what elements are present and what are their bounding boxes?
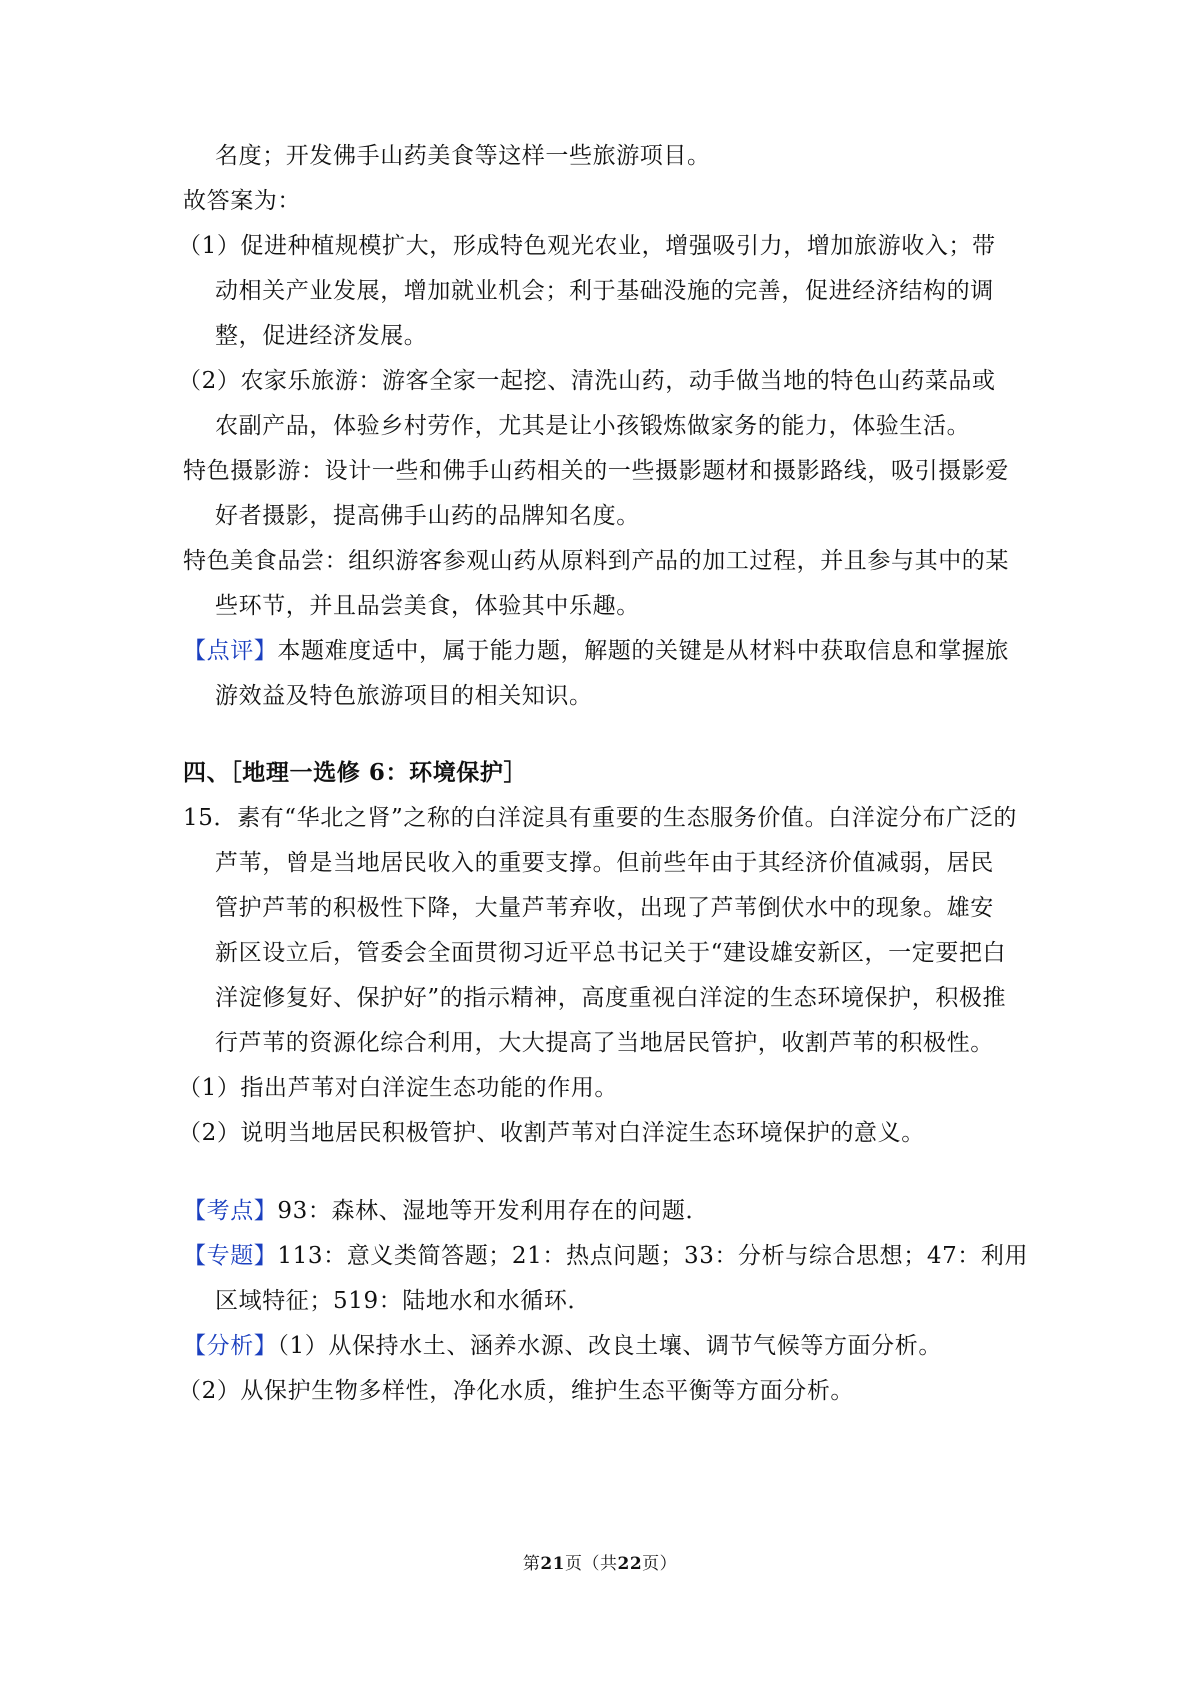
sub-question-1: （1）指出芦苇对白洋淀生态功能的作用。 — [178, 1075, 619, 1101]
answer-2-line-2: 农副产品，体验乡村劳作，尤其是让小孩锻炼做家务的能力，体验生活。 — [215, 413, 971, 439]
kaodian-line — [183, 1196, 709, 1226]
sub-question-2: （2）说明当地居民积极管护、收割芦苇对白洋淀生态环境保护的意义。 — [178, 1120, 925, 1146]
fenxi-tag: 【分析】 — [183, 1333, 278, 1359]
review-text: 本题难度适中，属于能力题，解题的关键是从材料中获取信息和掌握旅 — [277, 638, 1010, 664]
answer-continuation: 名度；开发佛手山药美食等这样一些旅游项目。 — [215, 143, 711, 169]
zhuanti-tag: 【专题】 — [183, 1243, 278, 1269]
answer-intro: 故答案为： — [183, 188, 301, 214]
zhuanti-line-2: 区域特征；519：陆地水和水循环． — [215, 1288, 592, 1314]
zhuanti-text: 113：意义类简答题；21：热点问题；33：分析与综合思想；47：利用 — [277, 1243, 1029, 1269]
question-line-6: 行芦苇的资源化综合利用，大大提高了当地居民管护，收割芦苇的积极性。 — [215, 1030, 994, 1056]
section-heading: 四、［地理一选修 6：环境保护］ — [183, 759, 528, 786]
fenxi-line-2: （2）从保护生物多样性，净化水质，维护生态平衡等方面分析。 — [178, 1378, 855, 1404]
answer-1-line-3: 整，促进经济发展。 — [215, 323, 428, 349]
question-line-5: 洋淀修复好、保护好”的指示精神，高度重视白洋淀的生态环境保护，积极推 — [215, 985, 1007, 1011]
kaodian-tag: 【考点】 — [183, 1198, 278, 1224]
review-tag: 【点评】 — [183, 638, 278, 664]
answer-2-line-1: （2）农家乐旅游：游客全家一起挖、清洗山药，动手做当地的特色山药菜品或 — [178, 368, 996, 394]
photo-tour-line-2: 好者摄影，提高佛手山药的品牌知名度。 — [215, 503, 640, 529]
fenxi-line-1 — [183, 1331, 942, 1361]
total-page-number: 22 — [617, 1554, 643, 1574]
photo-tour-line-1: 特色摄影游：设计一些和佛手山药相关的一些摄影题材和摄影路线，吸引摄影爱 — [183, 458, 1009, 484]
question-line-4: 新区设立后，管委会全面贯彻习近平总书记关于“建设雄安新区，一定要把白 — [215, 940, 1007, 966]
question-line-2: 芦苇，曾是当地居民收入的重要支撑。但前些年由于其经济价值减弱，居民 — [215, 850, 994, 876]
food-tour-line-2: 些环节，并且品尝美食，体验其中乐趣。 — [215, 593, 640, 619]
answer-1-line-1: （1）促进种植规模扩大，形成特色观光农业，增强吸引力，增加旅游收入；带 — [178, 233, 996, 259]
kaodian-text: 93：森林、湿地等开发利用存在的问题． — [277, 1198, 710, 1224]
zhuanti-line-1 — [183, 1241, 1028, 1271]
food-tour-line-1: 特色美食品尝：组织游客参观山药从原料到产品的加工过程，并且参与其中的某 — [183, 548, 1009, 574]
review-line-1 — [183, 636, 1009, 666]
fenxi-text: （1）从保持水土、涵养水源、改良土壤、调节气候等方面分析。 — [277, 1333, 942, 1359]
page-footer: 第21页（共22页） — [522, 1554, 678, 1574]
answer-1-line-2: 动相关产业发展，增加就业机会；利于基础没施的完善，促进经济结构的调 — [215, 278, 994, 304]
review-line-2: 游效益及特色旅游项目的相关知识。 — [215, 683, 593, 709]
question-line-3: 管护芦苇的积极性下降，大量芦苇弃收，出现了芦苇倒伏水中的现象。雄安 — [215, 895, 994, 921]
current-page-number: 21 — [540, 1554, 565, 1574]
question-line-1: 15．素有“华北之肾”之称的白洋淀具有重要的生态服务价值。白洋淀分布广泛的 — [183, 805, 1017, 831]
